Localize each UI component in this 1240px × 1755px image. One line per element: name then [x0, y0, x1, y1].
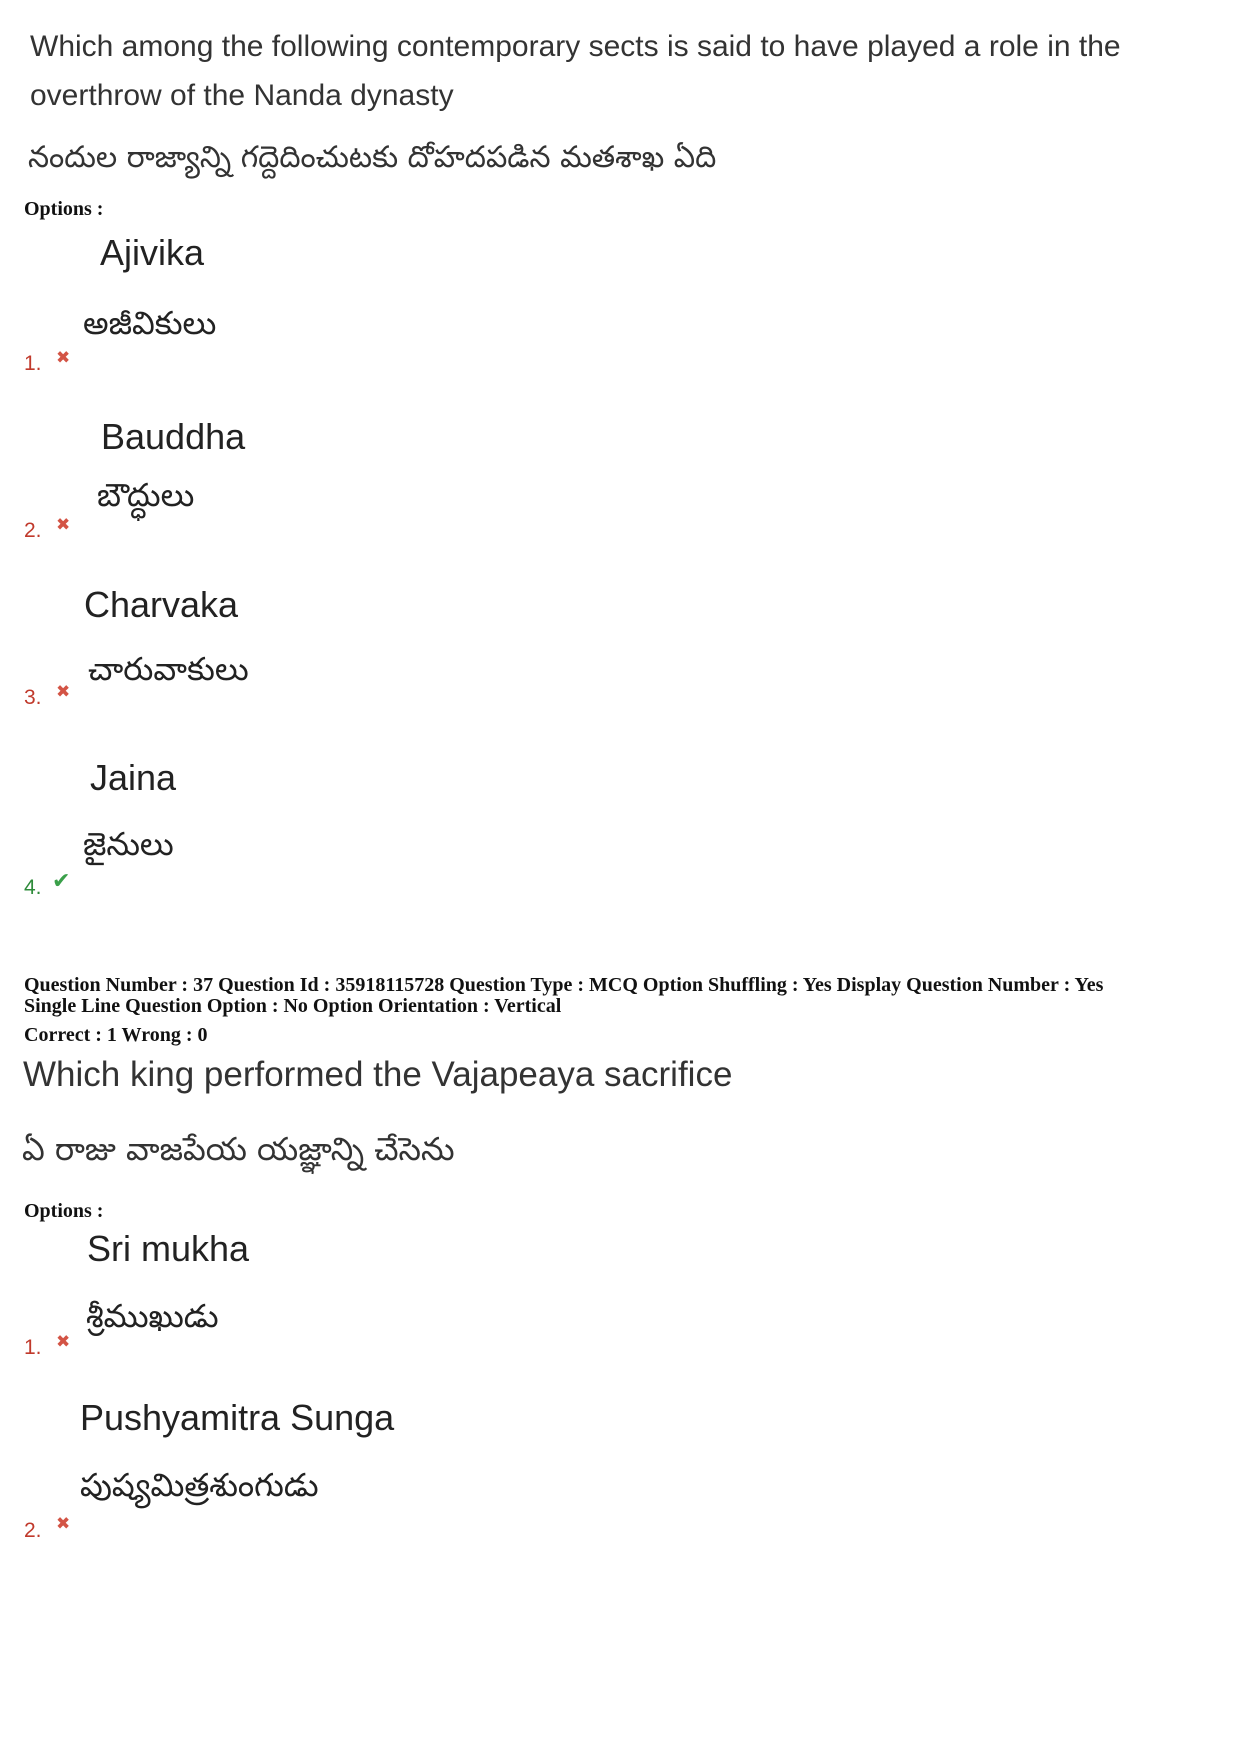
question-meta-line-1: Question Number : 37 Question Id : 35918115728 Question Type : MCQ Option Shuffling : Yes Display Question Number : Yes — [24, 974, 1104, 996]
option-text-telugu: శ్రీముఖుడు — [86, 1297, 219, 1335]
cross-icon: ✖ — [56, 1514, 71, 1534]
option-number: 3. — [24, 686, 42, 709]
cross-icon: ✖ — [56, 348, 71, 368]
option-number: 2. — [24, 1519, 42, 1542]
option-text-telugu: జైనులు — [83, 825, 174, 863]
option-number: 1. — [24, 352, 42, 375]
option-text-telugu: పుష్యమిత్రశుంగుడు — [80, 1466, 319, 1504]
option-text: Sri mukha — [87, 1228, 250, 1269]
cross-icon: ✖ — [56, 515, 71, 535]
cross-icon: ✖ — [56, 682, 71, 702]
option-text: Ajivika — [100, 232, 205, 273]
option-text: Jaina — [90, 757, 177, 798]
option-number: 1. — [24, 1336, 42, 1359]
option-text: Bauddha — [101, 416, 246, 457]
options-label: Options : — [24, 198, 104, 220]
option-text-telugu: అజీవికులు — [83, 304, 217, 342]
option-text: Charvaka — [84, 584, 239, 625]
check-icon: ✔ — [52, 869, 71, 894]
cross-icon: ✖ — [56, 1332, 71, 1352]
option-text-telugu: చారువాకులు — [88, 650, 249, 688]
question-meta-line-2: Single Line Question Option : No Option Orientation : Vertical — [24, 995, 562, 1017]
options-label: Options : — [24, 1200, 104, 1222]
option-text-telugu: బౌద్ధులు — [97, 476, 195, 514]
question-text-line-2: overthrow of the Nanda dynasty — [30, 79, 454, 112]
question-text-telugu: నందుల రాజ్యాన్ని గద్దెదించుటకు దోహదపడిన మతశాఖ ఏది — [28, 140, 717, 175]
question-text-line-1: Which among the following contemporary sects is said to have played a role in the — [30, 30, 1121, 63]
option-number: 4. — [24, 876, 42, 899]
question-text-telugu: ఏ రాజు వాజపేయ యజ్ఞాన్ని చేసెను — [22, 1130, 455, 1168]
score-line: Correct : 1 Wrong : 0 — [24, 1024, 208, 1046]
option-text: Pushyamitra Sunga — [80, 1397, 395, 1438]
question-text: Which king performed the Vajapeaya sacrifice — [23, 1055, 733, 1094]
option-number: 2. — [24, 519, 42, 542]
